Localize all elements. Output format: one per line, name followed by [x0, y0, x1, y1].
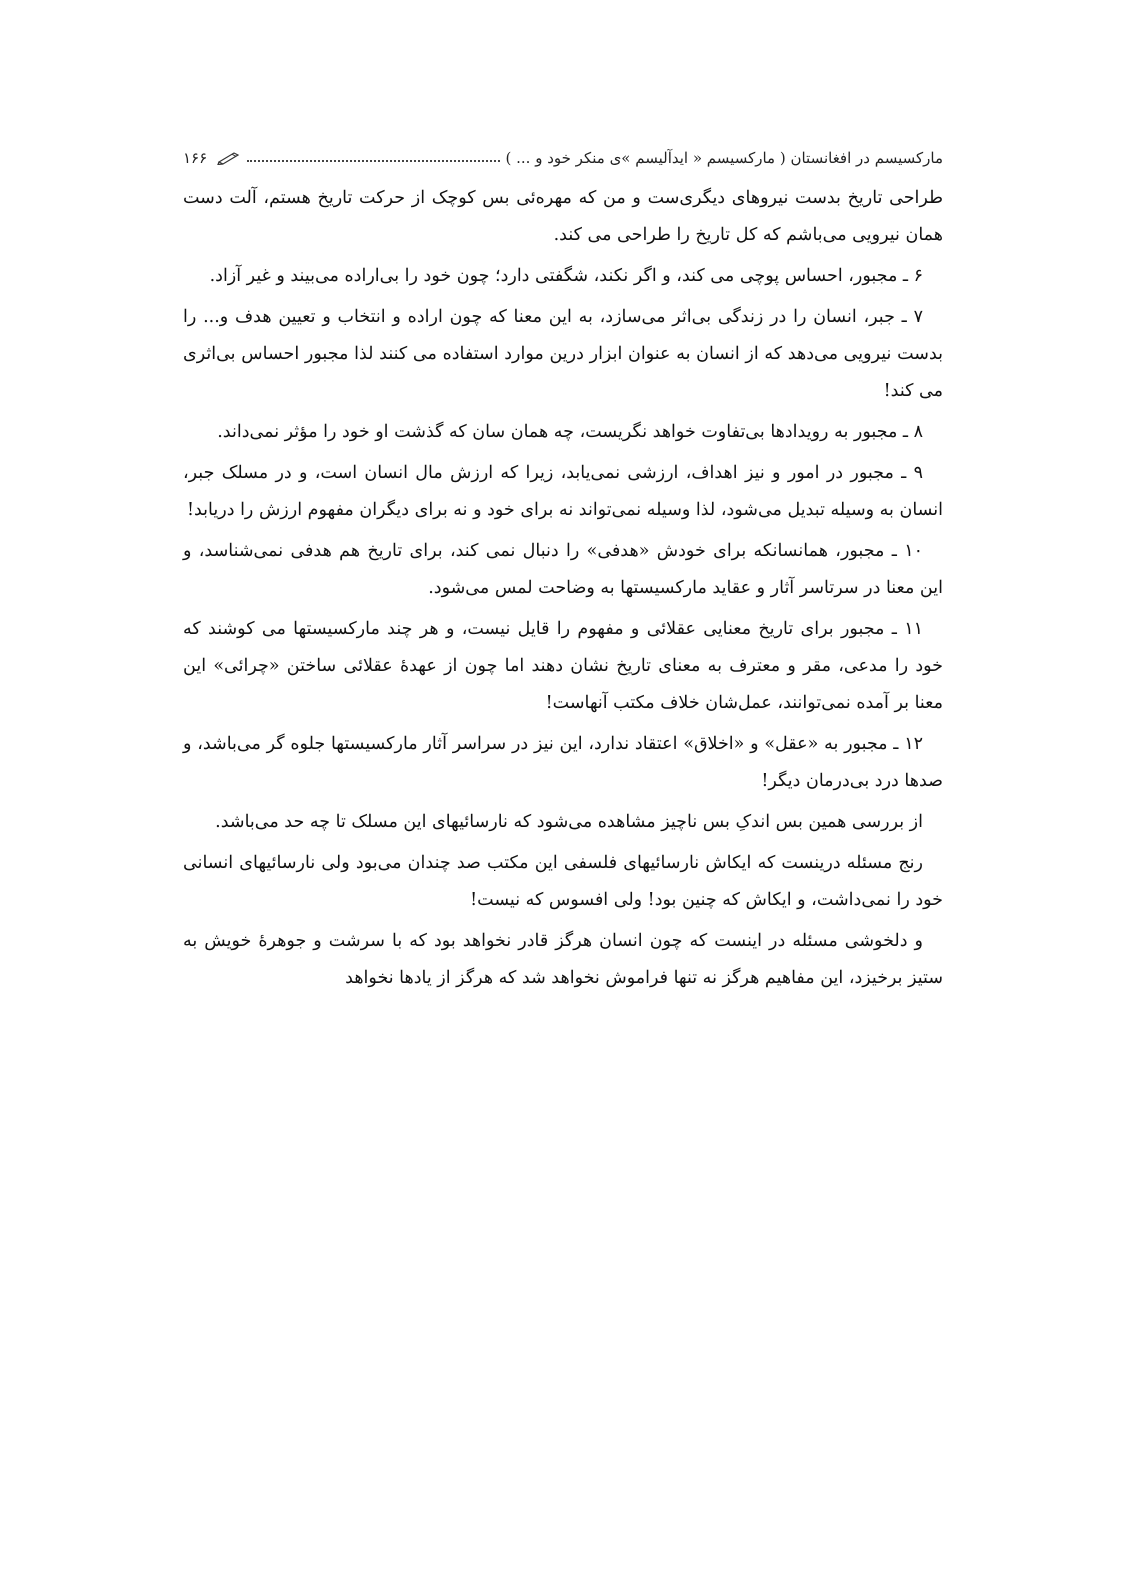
paragraph: ۱۰ ـ مجبور، همانسانکه برای خودش «هدفی» را دنبال نمی کند، برای تاریخ هم هدفی نمی‌شناسد، و این معنا در سرتاسر آثار و عقاید مارکسیستها به وضاحت لمس می‌شود. — [183, 541, 943, 598]
paragraph: طراحی تاریخ بدست نیروهای دیگری‌ست و من که مهره‌ئی بس کوچک از حرکت تاریخ هستم، آلت دست همان نیرویی می‌باشم که کل تاریخ را طراحی می کند. — [183, 188, 943, 245]
paragraph: از بررسی همین بس اندکِ بس ناچیز مشاهده می‌شود که نارسائیهای این مسلک تا چه حد می‌باشد. — [215, 812, 923, 832]
page-number: ۱۶۶ — [183, 149, 208, 167]
paragraph: ۸ ـ مجبور به رویدادها بی‌تفاوت خواهد نگریست، چه همان سان که گذشت او خود را مؤثر نمی‌داند. — [217, 422, 923, 442]
paragraph: ۶ ـ مجبور، احساس پوچی می کند، و اگر نکند، شگفتی دارد؛ چون خود را بی‌اراده می‌بیند و غیر آزاد. — [209, 266, 923, 286]
paragraph: ۱۲ ـ مجبور به «عقل» و «اخلاق» اعتقاد ندارد، این نیز در سراسر آثار مارکسیستها جلوه گر می‌باشد، و صدها درد بی‌درمان دیگر! — [183, 734, 943, 791]
body-text — [183, 180, 943, 1001]
running-header — [183, 143, 943, 173]
paragraph: ۷ ـ جبر، انسان را در زندگی بی‌اثر می‌سازد، به این معنا که چون اراده و انتخاب و تعیین هدف و... را بدست نیرویی می‌دهد که از انسان به عنوان ابزار درین موارد استفاده می کنند لذا مجبور احساس بی‌اثری می کند! — [183, 307, 943, 401]
header-dotted-leader — [247, 160, 499, 162]
paragraph: ۱۱ ـ مجبور برای تاریخ معنایی عقلائی و مفهوم را قایل نیست، و هر چند مارکسیستها می کوشند که خود را مدعی، مقر و معترف به معنای تاریخ نشان دهند اما چون از عهدهٔ عقلائی ساختن «چرائی» این معنا بر آمده نمی‌توانند، عمل‌شان خلاف مکتب آنهاست! — [183, 619, 943, 713]
paragraph: ۹ ـ مجبور در امور و نیز اهداف، ارزشی نمی‌یابد، زیرا که ارزش مال انسان است، و در مسلک جبر، انسان به وسیله تبدیل می‌شود، لذا وسیله نمی‌تواند نه برای خود و نه برای دیگران مفهوم ارزش را دریابد! — [183, 463, 943, 520]
pen-icon — [217, 151, 241, 165]
paragraph: و دلخوشی مسئله در اینست که چون انسان هرگز قادر نخواهد بود که با سرشت و جوهرهٔ خویش به ستیز برخیزد، این مفاهیم هرگز نه تنها فراموش نخواهد شد که هرگز از یادها نخواهد — [183, 931, 943, 988]
running-header-title: مارکسیسم در افغانستان ( مارکسیسم « ایدآلیسم »ی منکر خود و ... ) — [505, 149, 943, 167]
paragraph: رنج مسئله درینست که ایکاش نارسائیهای فلسفی این مکتب صد چندان می‌بود ولی نارسائیهای انسانی خود را نمی‌داشت، و ایکاش که چنین بود! ولی افسوس که نیست! — [183, 853, 943, 910]
